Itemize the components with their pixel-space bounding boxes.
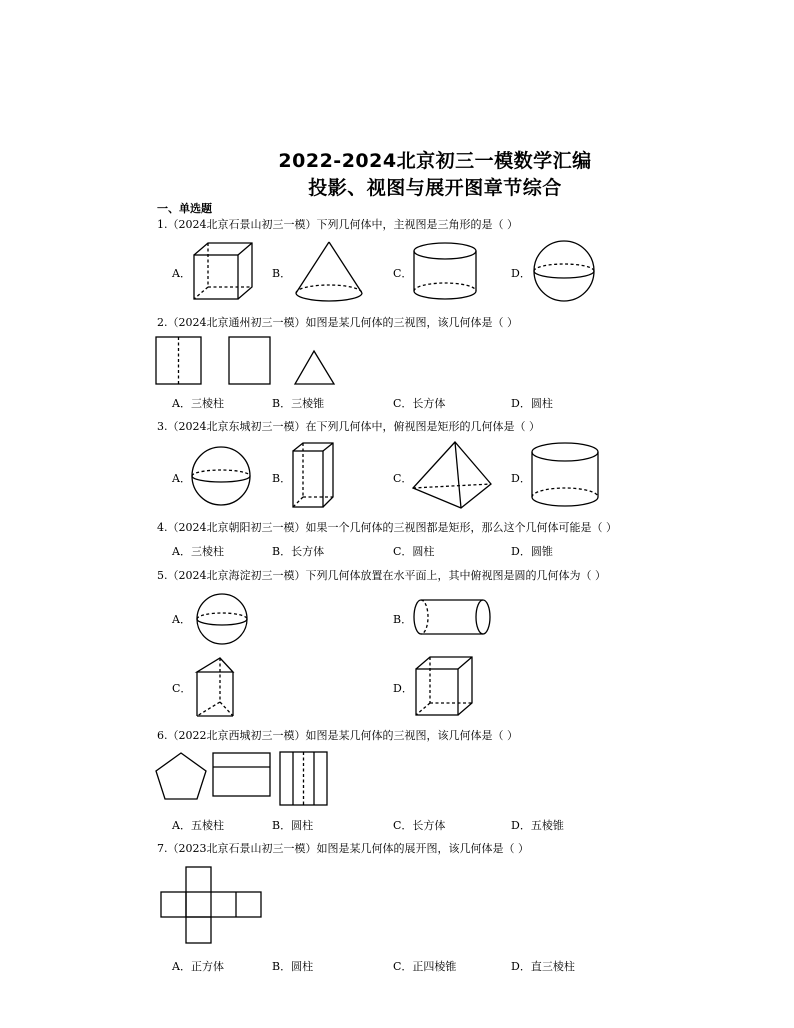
- q2-option-c: C．长方体: [393, 397, 446, 410]
- q3-option-a: A．: [172, 472, 191, 485]
- question-7-stem: 7.（2023北京石景山初三一模）如图是某几何体的展开图，该几何体是（ ）: [157, 842, 529, 855]
- tetrahedron-icon: [411, 440, 493, 512]
- sphere-icon: [532, 239, 596, 303]
- cylinder-icon: [530, 441, 600, 509]
- question-4-stem: 4.（2024北京朝阳初三一模）如果一个几何体的三视图都是矩形，那么这个几何体可能是（ ）: [157, 521, 617, 534]
- q4-option-a: A．三棱柱: [172, 545, 224, 558]
- horizontal-cylinder-icon: [413, 598, 491, 638]
- q3-option-d: D．: [511, 472, 531, 485]
- q3-option-c: C．: [393, 472, 413, 485]
- q7-option-d: D．直三棱柱: [511, 960, 575, 973]
- cone-icon: [293, 240, 365, 304]
- cube-icon: [414, 655, 474, 717]
- q1-option-c: C．: [393, 267, 413, 280]
- q1-option-b: B．: [272, 267, 292, 280]
- q7-option-b: B．圆柱: [272, 960, 314, 973]
- q5-option-a: A．: [172, 613, 191, 626]
- q6-option-b: B．圆柱: [272, 819, 314, 832]
- q4-option-d: D．圆锥: [511, 545, 553, 558]
- sphere-icon: [190, 445, 252, 507]
- q5-option-b: B．: [393, 613, 413, 626]
- q2-option-a: A．三棱柱: [172, 397, 224, 410]
- section-heading: 一、单选题: [157, 202, 212, 215]
- question-1-stem: 1.（2024北京石景山初三一模）下列几何体中，主视图是三角形的是（ ）: [157, 218, 518, 231]
- sphere-icon: [195, 592, 249, 646]
- q4-option-c: C．圆柱: [393, 545, 435, 558]
- question-3-stem: 3.（2024北京东城初三一模）在下列几何体中，俯视图是矩形的几何体是（ ）: [157, 420, 540, 433]
- q7-option-a: A．正方体: [172, 960, 224, 973]
- q3-option-b: B．: [272, 472, 292, 485]
- top-view-triangle-icon: [293, 349, 337, 387]
- q4-option-b: B．长方体: [272, 545, 325, 558]
- front-view-rectangle-icon: [155, 336, 203, 386]
- question-5-stem: 5.（2024北京海淀初三一模）下列几何体放置在水平面上，其中俯视图是圆的几何体为（ ）: [157, 569, 606, 582]
- q1-option-a: A．: [172, 267, 191, 280]
- question-2-stem: 2.（2024北京通州初三一模）如图是某几何体的三视图，该几何体是（ ）: [157, 316, 518, 329]
- q6-option-a: A．五棱柱: [172, 819, 224, 832]
- cylinder-icon: [412, 241, 478, 303]
- triangular-prism-icon: [195, 656, 245, 720]
- cube-net-icon: [160, 866, 264, 946]
- page-title-line1: 2022-2024北京初三一模数学汇编: [278, 150, 592, 172]
- q6-option-c: C．长方体: [393, 819, 446, 832]
- page-title-line2: 投影、视图与展开图章节综合: [308, 177, 562, 199]
- side-view-rectangle-icon: [228, 336, 272, 386]
- pentagon-view-icon: [153, 751, 209, 801]
- q5-option-c: C．: [172, 682, 192, 695]
- q2-option-b: B．三棱锥: [272, 397, 325, 410]
- q5-option-d: D．: [393, 682, 413, 695]
- q2-option-d: D．圆柱: [511, 397, 553, 410]
- q1-option-d: D．: [511, 267, 531, 280]
- rectangle-split-view-icon: [279, 751, 329, 807]
- question-6-stem: 6.（2022北京西城初三一模）如图是某几何体的三视图，该几何体是（ ）: [157, 729, 518, 742]
- rectangle-view-icon: [212, 752, 272, 798]
- q6-option-d: D．五棱锥: [511, 819, 564, 832]
- cube-icon: [192, 241, 254, 301]
- cuboid-icon: [291, 441, 335, 509]
- q7-option-c: C．正四棱锥: [393, 960, 457, 973]
